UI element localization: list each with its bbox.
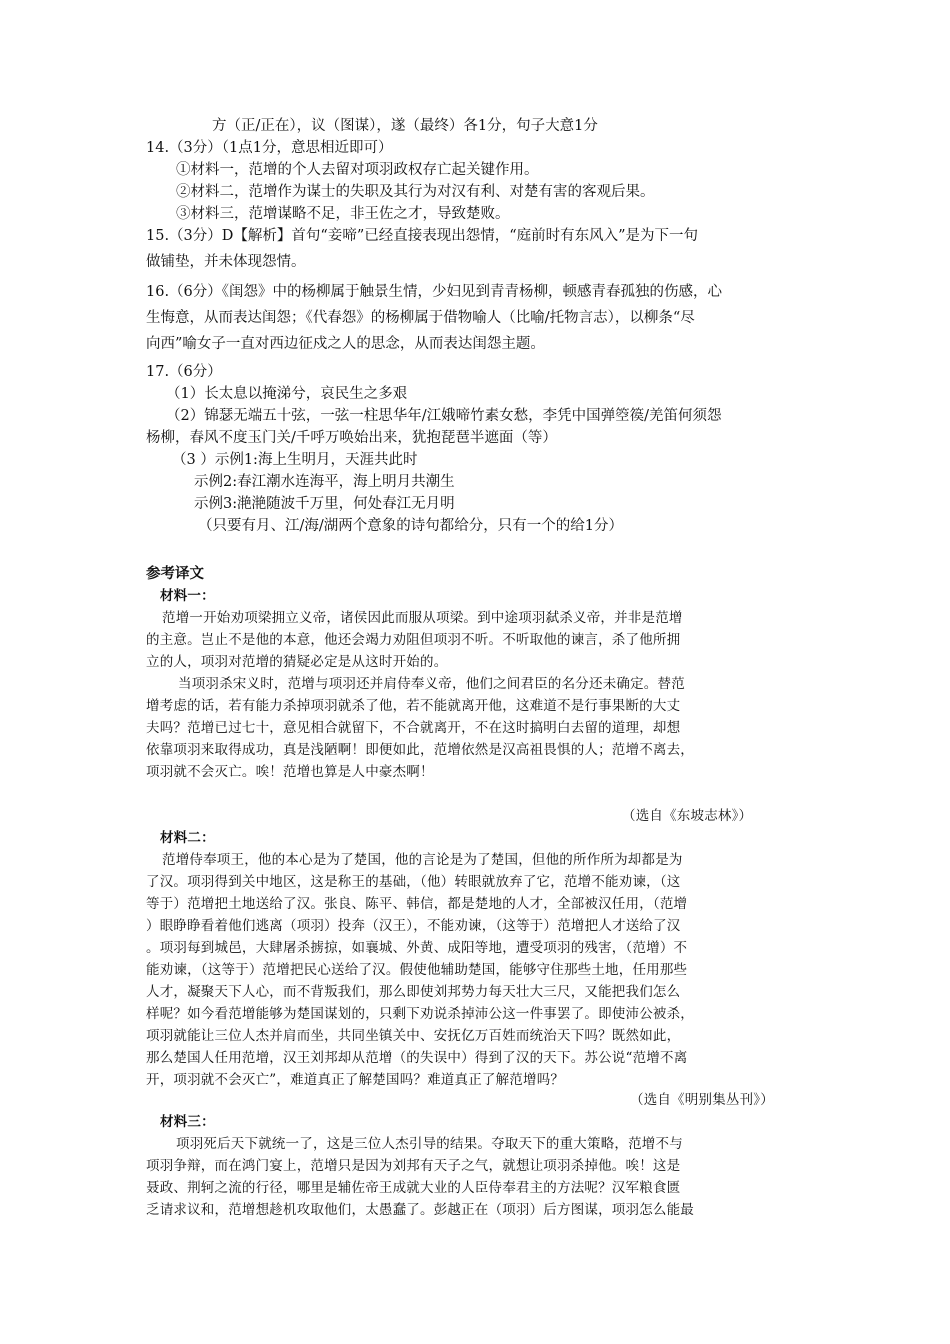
- material-2-line: 样呢？如今看范增能够为楚国谋划的，只剩下劝说杀掉沛公这一件事罢了。即使沛公被杀，: [146, 1006, 694, 1022]
- material-1-title: 材料一：: [160, 588, 215, 604]
- q17-heading: 17.（6分）: [146, 364, 222, 380]
- material-1-line: 范增一开始劝项梁拥立义帝，诸侯因此而服从项梁。到中途项羽弑杀义帝，并非是范增: [162, 610, 683, 626]
- q17-item-2-line-2: 杨柳，春风不度玉门关/千呼万唤始出来，犹抱琵琶半遮面（等）: [146, 430, 557, 446]
- q14-heading: 14.（3分）（1点1分，意思相近即可）: [146, 140, 393, 156]
- material-1-line: 增考虑的话，若有能力杀掉项羽就杀了他，若不能就离开他，这难道不是行事果断的大丈: [146, 698, 681, 714]
- material-2-line: 能劝谏，（这等于）范增把民心送给了汉。假使他辅助楚国，能够守住那些土地，任用那些: [146, 962, 688, 978]
- q17-example-2: 示例2:春江潮水连海平，海上明月共潮生: [194, 474, 455, 490]
- material-2-line: 项羽就能让三位人杰并肩而坐，共同坐镇关中、安抚亿万百姓而统治天下吗？既然如此，: [146, 1028, 681, 1044]
- q17-item-2-line-1: （2）锦瑟无端五十弦，一弦一柱思华年/江娥啼竹素女愁，李凭中国弹箜篌/羌笛何须怨: [166, 408, 722, 424]
- material-2-source: （选自《明别集丛刊》）: [630, 1092, 774, 1108]
- material-2-line: 等于）范增把土地送给了汉。张良、陈平、韩信，都是楚地的人才，全部被汉任用，（范增: [146, 896, 688, 912]
- material-2-title: 材料二：: [160, 830, 215, 846]
- material-3-line: 项羽死后天下就统一了，这是三位人杰引导的结果。夺取天下的重大策略，范增不与: [176, 1136, 683, 1152]
- material-1-line: 依靠项羽来取得成功，真是浅陋啊！即便如此，范增依然是汉高祖畏惧的人；范增不离去，: [146, 742, 694, 758]
- q15-line-2: 做铺垫，并未体现怨情。: [146, 254, 306, 270]
- material-1-line: 当项羽杀宋义时，范增与项羽还并肩侍奉义帝，他们之间君臣的名分还未确定。替范: [178, 676, 685, 692]
- q14-point-3: ③材料三，范增谋略不足，非王佐之才，导致楚败。: [176, 206, 510, 222]
- material-1-source: （选自《东坡志林》）: [622, 808, 753, 824]
- material-3-line: 乏请求议和，范增想趁机攻取他们，太愚蠢了。彭越正在（项羽）后方图谋，项羽怎么能最: [146, 1202, 694, 1218]
- material-2-line: 开，项羽就不会灭亡”，难道真正了解楚国吗？难道真正了解范增吗？: [146, 1072, 565, 1088]
- q16-line-1: 16.（6分）《闺怨》中的杨柳属于触景生情，少妇见到青青杨柳，顿感青春孤独的伤感，心: [146, 284, 723, 300]
- material-3-title: 材料三：: [160, 1114, 215, 1130]
- q14-point-2: ②材料二，范增作为谋士的失职及其行为对汉有利、对楚有害的客观后果。: [176, 184, 655, 200]
- q17-item-3: （3 ）示例1:海上生明月，天涯共此时: [172, 452, 418, 468]
- q17-item-1: （1）长太息以掩涕兮，哀民生之多艰: [166, 386, 408, 402]
- material-2-line: 人才，凝聚天下人心，而不背叛我们，那么即使刘邦势力每天壮大三尺，又能把我们怎么: [146, 984, 681, 1000]
- answer-line: 方（正/正在），议（图谋），遂（最终）各1分，句子大意1分: [212, 118, 598, 134]
- material-1-line: 夫吗？范增已过七十，意见相合就留下，不合就离开，不在这时搞明白去留的道理，却想: [146, 720, 681, 736]
- q17-note: （只要有月、江/海/湖两个意象的诗句都给分，只有一个的给1分）: [198, 518, 623, 534]
- material-3-line: 项羽争辩，而在鸿门宴上，范增只是因为刘邦有天子之气，就想让项羽杀掉他。唉！这是: [146, 1158, 681, 1174]
- material-2-line: 那么楚国人任用范增，汉王刘邦却从范增（的失误中）得到了汉的天下。苏公说“范增不离: [146, 1050, 688, 1066]
- q17-example-3: 示例3:滟滟随波千万里，何处春江无月明: [194, 496, 455, 512]
- material-1-line: 项羽就不会灭亡。唉！范增也算是人中豪杰啊！: [146, 764, 434, 780]
- q14-point-1: ①材料一，范增的个人去留对项羽政权存亡起关键作用。: [176, 162, 539, 178]
- material-1-line: 的主意。岂止不是他的本意，他还会竭力劝阻但项羽不听。不听取他的谏言，杀了他所拥: [146, 632, 681, 648]
- material-1-line: 立的人，项羽对范增的猜疑必定是从这时开始的。: [146, 654, 448, 670]
- material-2-line: 。项羽每到城邑，大肆屠杀掳掠，如襄城、外黄、成阳等地，遭受项羽的残害，（范增）不: [146, 940, 688, 956]
- translation-heading: 参考译文: [146, 565, 204, 582]
- material-3-line: 聂政、荆轲之流的行径，哪里是辅佐帝王成就大业的人臣侍奉君主的方法呢？汉军粮食匮: [146, 1180, 681, 1196]
- q16-line-3: 向西”喻女子一直对西边征戍之人的思念，从而表达闺怨主题。: [146, 336, 545, 352]
- material-2-line: 了汉。项羽得到关中地区，这是称王的基础，（他）转眼就放弃了它，范增不能劝谏，（这: [146, 874, 681, 890]
- q15-line-1: 15.（3分）D【解析】首句“妾啼”已经直接表现出怨情，“庭前时有东风入”是为下一句: [146, 228, 699, 244]
- material-2-line: 范增侍奉项王，他的本心是为了楚国，他的言论是为了楚国，但他的所作所为却都是为: [162, 852, 683, 868]
- q16-line-2: 生悔意，从而表达闺怨；《代春怨》的杨柳属于借物喻人（比喻/托物言志），以柳条“尽: [146, 310, 695, 326]
- material-2-line: ）眼睁睁看着他们逃离（项羽）投奔（汉王），不能劝谏，（这等于）范增把人才送给了汉: [146, 918, 681, 934]
